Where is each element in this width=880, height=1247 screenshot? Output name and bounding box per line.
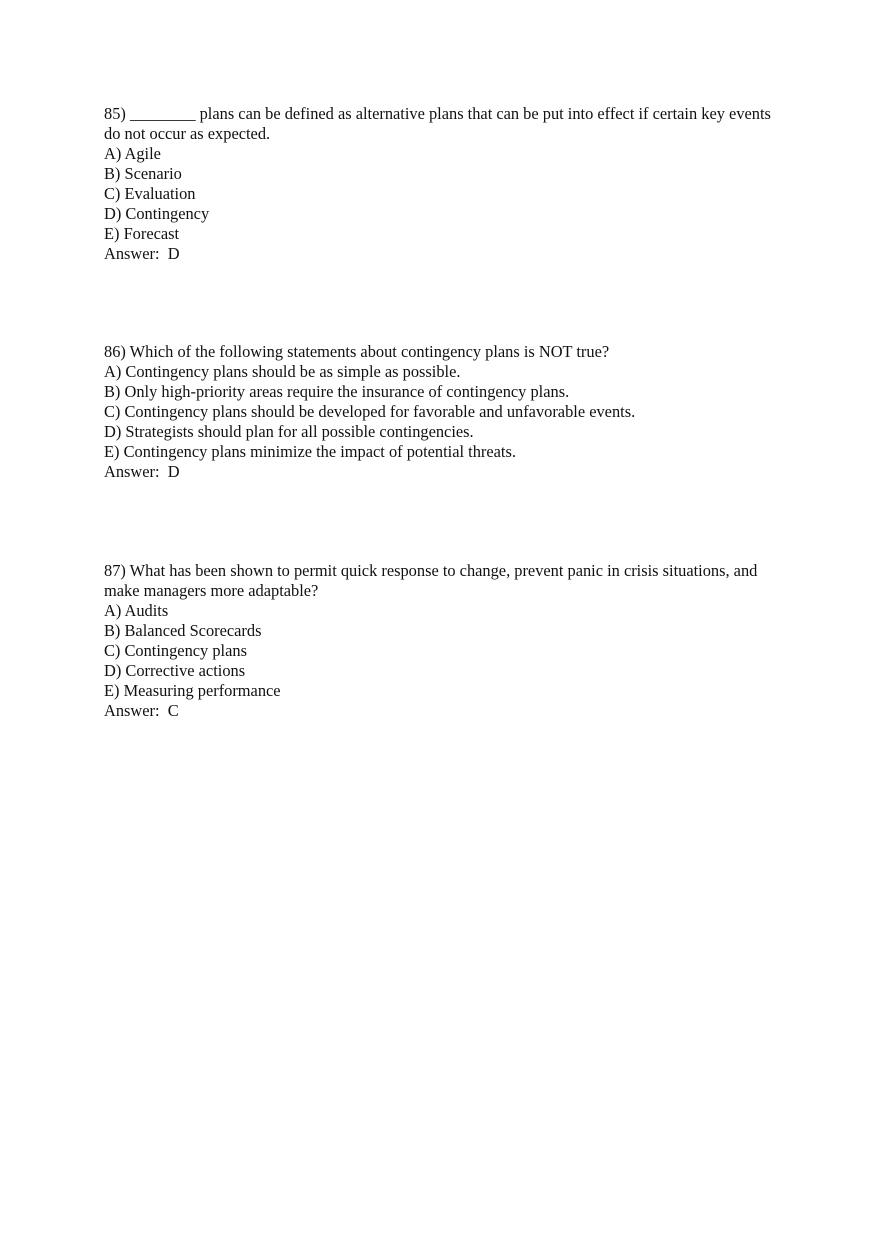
option-e: E) Forecast — [104, 224, 180, 243]
question-87 — [104, 561, 784, 721]
answer-label: Answer: — [104, 462, 168, 481]
option-c: C) Evaluation — [104, 184, 196, 203]
option-c: C) Contingency plans — [104, 641, 247, 660]
option-d: D) Corrective actions — [104, 661, 246, 680]
answer-line — [104, 244, 784, 264]
answer-line — [104, 701, 784, 721]
question-stem: 87) What has been shown to permit quick response to change, prevent panic in crisis situations, and make managers more adaptable? — [104, 561, 758, 600]
answer-label: Answer: — [104, 701, 168, 720]
question-stem: 85) ________ plans can be defined as alternative plans that can be put into effect if certain key events do not occur as expected. — [104, 104, 771, 143]
option-a: A) Agile — [104, 144, 161, 163]
option-a: A) Audits — [104, 601, 169, 620]
answer-value: C — [167, 701, 179, 720]
question-86 — [104, 342, 784, 482]
option-c: C) Contingency plans should be developed for favorable and unfavorable events. — [104, 402, 636, 421]
answer-line — [104, 462, 784, 482]
answer-value: D — [167, 462, 180, 481]
option-d: D) Contingency — [104, 204, 210, 223]
option-b: B) Only high-priority areas require the insurance of contingency plans. — [104, 382, 570, 401]
option-a: A) Contingency plans should be as simple as possible. — [104, 362, 461, 381]
answer-value: D — [167, 244, 180, 263]
option-e: E) Measuring performance — [104, 681, 281, 700]
option-b: B) Balanced Scorecards — [104, 621, 262, 640]
question-stem: 86) Which of the following statements about contingency plans is NOT true? — [104, 342, 610, 361]
option-d: D) Strategists should plan for all possible contingencies. — [104, 422, 474, 441]
question-85 — [104, 104, 784, 264]
option-b: B) Scenario — [104, 164, 182, 183]
option-e: E) Contingency plans minimize the impact of potential threats. — [104, 442, 516, 461]
answer-label: Answer: — [104, 244, 168, 263]
